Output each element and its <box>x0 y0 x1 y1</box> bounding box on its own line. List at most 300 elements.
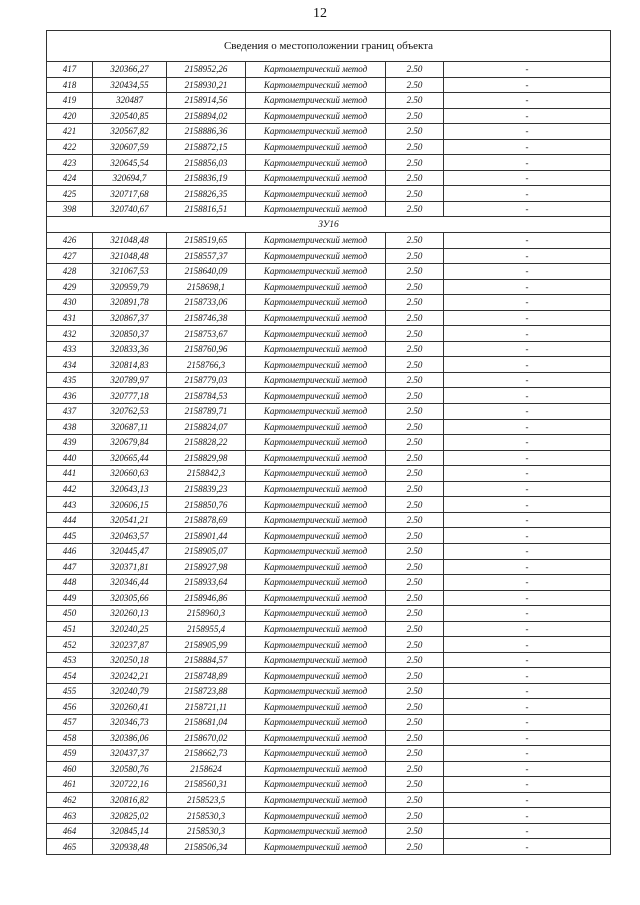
table-row <box>47 808 611 824</box>
coord-x: 320237,87 <box>93 637 167 653</box>
method: Картометрический метод <box>246 730 386 746</box>
coord-y: 2158784,53 <box>167 388 246 404</box>
table-row <box>47 652 611 668</box>
point-number: 456 <box>47 699 93 715</box>
table-row <box>47 264 611 280</box>
method: Картометрический метод <box>246 155 386 171</box>
point-number: 427 <box>47 248 93 264</box>
table-row <box>47 683 611 699</box>
coord-y: 2158826,35 <box>167 186 246 202</box>
accuracy: 2.50 <box>386 201 444 217</box>
table-row <box>47 606 611 622</box>
table-row <box>47 248 611 264</box>
point-number: 440 <box>47 450 93 466</box>
coord-x: 320814,83 <box>93 357 167 373</box>
coord-x: 321048,48 <box>93 248 167 264</box>
coord-y: 2158946,86 <box>167 590 246 606</box>
description: - <box>444 372 611 388</box>
method: Картометрический метод <box>246 435 386 451</box>
accuracy: 2.50 <box>386 761 444 777</box>
boundary-coordinates-table <box>46 30 611 855</box>
point-number: 423 <box>47 155 93 171</box>
coord-y: 2158927,98 <box>167 559 246 575</box>
coord-y: 2158698,1 <box>167 279 246 295</box>
accuracy: 2.50 <box>386 512 444 528</box>
description: - <box>444 388 611 404</box>
description: - <box>444 295 611 311</box>
description: - <box>444 808 611 824</box>
method: Картометрический метод <box>246 139 386 155</box>
description: - <box>444 124 611 140</box>
table-row <box>47 746 611 762</box>
method: Картометрический метод <box>246 699 386 715</box>
method: Картометрический метод <box>246 77 386 93</box>
method: Картометрический метод <box>246 388 386 404</box>
method: Картометрический метод <box>246 279 386 295</box>
table-row <box>47 295 611 311</box>
description: - <box>444 264 611 280</box>
coord-y: 2158839,23 <box>167 481 246 497</box>
accuracy: 2.50 <box>386 404 444 420</box>
table-row <box>47 186 611 202</box>
point-number: 425 <box>47 186 93 202</box>
point-number: 418 <box>47 77 93 93</box>
accuracy: 2.50 <box>386 93 444 109</box>
table-row <box>47 450 611 466</box>
description: - <box>444 606 611 622</box>
table-row <box>47 326 611 342</box>
table-row <box>47 621 611 637</box>
method: Картометрический метод <box>246 108 386 124</box>
table-title-row <box>47 31 611 62</box>
accuracy: 2.50 <box>386 497 444 513</box>
table-row <box>47 372 611 388</box>
coord-x: 320722,16 <box>93 777 167 793</box>
coord-x: 320346,44 <box>93 575 167 591</box>
accuracy: 2.50 <box>386 637 444 653</box>
accuracy: 2.50 <box>386 170 444 186</box>
coord-x: 320660,63 <box>93 466 167 482</box>
point-number: 445 <box>47 528 93 544</box>
coord-x: 320643,13 <box>93 481 167 497</box>
coord-y: 2158721,11 <box>167 699 246 715</box>
description: - <box>444 512 611 528</box>
accuracy: 2.50 <box>386 372 444 388</box>
coord-x: 320260,41 <box>93 699 167 715</box>
method: Картометрический метод <box>246 668 386 684</box>
description: - <box>444 419 611 435</box>
coord-y: 2158878,69 <box>167 512 246 528</box>
coord-x: 320541,21 <box>93 512 167 528</box>
method: Картометрический метод <box>246 575 386 591</box>
description: - <box>444 761 611 777</box>
description: - <box>444 404 611 420</box>
point-number: 453 <box>47 652 93 668</box>
coord-y: 2158530,3 <box>167 823 246 839</box>
coord-x: 320463,57 <box>93 528 167 544</box>
point-number: 426 <box>47 233 93 249</box>
coord-x: 320540,85 <box>93 108 167 124</box>
point-number: 442 <box>47 481 93 497</box>
coord-x: 320938,48 <box>93 839 167 855</box>
table-row <box>47 777 611 793</box>
description: - <box>444 466 611 482</box>
accuracy: 2.50 <box>386 466 444 482</box>
coord-y: 2158557,37 <box>167 248 246 264</box>
table-row <box>47 559 611 575</box>
accuracy: 2.50 <box>386 481 444 497</box>
method: Картометрический метод <box>246 62 386 78</box>
accuracy: 2.50 <box>386 823 444 839</box>
point-number: 444 <box>47 512 93 528</box>
table-row <box>47 839 611 855</box>
method: Картометрический метод <box>246 481 386 497</box>
description: - <box>444 637 611 653</box>
coord-x: 320694,7 <box>93 170 167 186</box>
point-number: 443 <box>47 497 93 513</box>
coord-y: 2158960,3 <box>167 606 246 622</box>
method: Картометрический метод <box>246 839 386 855</box>
coord-y: 2158733,06 <box>167 295 246 311</box>
method: Картометрический метод <box>246 746 386 762</box>
description: - <box>444 186 611 202</box>
coord-y: 2158519,65 <box>167 233 246 249</box>
coord-y: 2158816,51 <box>167 201 246 217</box>
description: - <box>444 233 611 249</box>
coord-x: 320580,76 <box>93 761 167 777</box>
point-number: 455 <box>47 683 93 699</box>
coord-x: 320445,47 <box>93 543 167 559</box>
description: - <box>444 699 611 715</box>
coord-y: 2158779,03 <box>167 372 246 388</box>
description: - <box>444 777 611 793</box>
table-row <box>47 124 611 140</box>
point-number: 433 <box>47 341 93 357</box>
description: - <box>444 823 611 839</box>
table-row <box>47 388 611 404</box>
description: - <box>444 201 611 217</box>
coord-x: 320816,82 <box>93 792 167 808</box>
table-row <box>47 419 611 435</box>
accuracy: 2.50 <box>386 528 444 544</box>
coord-y: 2158506,34 <box>167 839 246 855</box>
accuracy: 2.50 <box>386 559 444 575</box>
accuracy: 2.50 <box>386 683 444 699</box>
method: Картометрический метод <box>246 621 386 637</box>
coord-y: 2158952,26 <box>167 62 246 78</box>
point-number: 431 <box>47 310 93 326</box>
method: Картометрический метод <box>246 466 386 482</box>
method: Картометрический метод <box>246 419 386 435</box>
coord-x: 320386,06 <box>93 730 167 746</box>
page-number: 12 <box>313 6 327 21</box>
table-row <box>47 590 611 606</box>
table-row <box>47 139 611 155</box>
point-number: 398 <box>47 201 93 217</box>
method: Картометрический метод <box>246 372 386 388</box>
coord-y: 2158856,03 <box>167 155 246 171</box>
coord-y: 2158624 <box>167 761 246 777</box>
coord-x: 320250,18 <box>93 652 167 668</box>
coord-x: 321067,53 <box>93 264 167 280</box>
point-number: 447 <box>47 559 93 575</box>
accuracy: 2.50 <box>386 621 444 637</box>
accuracy: 2.50 <box>386 714 444 730</box>
section-row <box>47 217 611 233</box>
description: - <box>444 481 611 497</box>
accuracy: 2.50 <box>386 326 444 342</box>
table-row <box>47 637 611 653</box>
coord-y: 2158886,36 <box>167 124 246 140</box>
accuracy: 2.50 <box>386 341 444 357</box>
accuracy: 2.50 <box>386 279 444 295</box>
table-row <box>47 201 611 217</box>
accuracy: 2.50 <box>386 139 444 155</box>
accuracy: 2.50 <box>386 543 444 559</box>
method: Картометрический метод <box>246 357 386 373</box>
coord-y: 2158766,3 <box>167 357 246 373</box>
method: Картометрический метод <box>246 93 386 109</box>
accuracy: 2.50 <box>386 668 444 684</box>
point-number: 449 <box>47 590 93 606</box>
coord-x: 320366,27 <box>93 62 167 78</box>
description: - <box>444 714 611 730</box>
method: Картометрический метод <box>246 559 386 575</box>
point-number: 464 <box>47 823 93 839</box>
point-number: 421 <box>47 124 93 140</box>
coord-x: 320240,79 <box>93 683 167 699</box>
description: - <box>444 435 611 451</box>
coord-y: 2158894,02 <box>167 108 246 124</box>
coord-x: 320242,21 <box>93 668 167 684</box>
accuracy: 2.50 <box>386 792 444 808</box>
accuracy: 2.50 <box>386 155 444 171</box>
coord-y: 2158789,71 <box>167 404 246 420</box>
description: - <box>444 543 611 559</box>
point-number: 432 <box>47 326 93 342</box>
coord-x: 320687,11 <box>93 419 167 435</box>
point-number: 441 <box>47 466 93 482</box>
coord-x: 321048,48 <box>93 233 167 249</box>
coord-x: 320845,14 <box>93 823 167 839</box>
coord-y: 2158670,02 <box>167 730 246 746</box>
method: Картометрический метод <box>246 310 386 326</box>
accuracy: 2.50 <box>386 77 444 93</box>
accuracy: 2.50 <box>386 746 444 762</box>
coord-y: 2158829,98 <box>167 450 246 466</box>
description: - <box>444 326 611 342</box>
point-number: 429 <box>47 279 93 295</box>
method: Картометрический метод <box>246 528 386 544</box>
point-number: 459 <box>47 746 93 762</box>
table-row <box>47 341 611 357</box>
table-row <box>47 497 611 513</box>
coord-x: 320240,25 <box>93 621 167 637</box>
point-number: 457 <box>47 714 93 730</box>
table-row <box>47 108 611 124</box>
coord-x: 320606,15 <box>93 497 167 513</box>
table-row <box>47 435 611 451</box>
method: Картометрический метод <box>246 543 386 559</box>
accuracy: 2.50 <box>386 606 444 622</box>
coord-x: 320850,37 <box>93 326 167 342</box>
method: Картометрический метод <box>246 792 386 808</box>
coord-y: 2158640,09 <box>167 264 246 280</box>
table-row <box>47 730 611 746</box>
point-number: 422 <box>47 139 93 155</box>
coord-y: 2158905,99 <box>167 637 246 653</box>
accuracy: 2.50 <box>386 264 444 280</box>
method: Картометрический метод <box>246 264 386 280</box>
coord-y: 2158753,67 <box>167 326 246 342</box>
description: - <box>444 77 611 93</box>
point-number: 424 <box>47 170 93 186</box>
accuracy: 2.50 <box>386 590 444 606</box>
accuracy: 2.50 <box>386 777 444 793</box>
coord-y: 2158955,4 <box>167 621 246 637</box>
coord-y: 2158872,15 <box>167 139 246 155</box>
point-number: 465 <box>47 839 93 855</box>
method: Картометрический метод <box>246 404 386 420</box>
description: - <box>444 668 611 684</box>
table-row <box>47 714 611 730</box>
point-number: 446 <box>47 543 93 559</box>
coord-y: 2158560,31 <box>167 777 246 793</box>
table-row <box>47 62 611 78</box>
method: Картометрический метод <box>246 714 386 730</box>
coord-y: 2158901,44 <box>167 528 246 544</box>
point-number: 437 <box>47 404 93 420</box>
coord-y: 2158930,21 <box>167 77 246 93</box>
point-number: 434 <box>47 357 93 373</box>
description: - <box>444 652 611 668</box>
method: Картометрический метод <box>246 341 386 357</box>
point-number: 463 <box>47 808 93 824</box>
method: Картометрический метод <box>246 450 386 466</box>
description: - <box>444 279 611 295</box>
coord-y: 2158723,88 <box>167 683 246 699</box>
coord-y: 2158828,22 <box>167 435 246 451</box>
method: Картометрический метод <box>246 761 386 777</box>
accuracy: 2.50 <box>386 652 444 668</box>
table-row <box>47 77 611 93</box>
point-number: 460 <box>47 761 93 777</box>
description: - <box>444 62 611 78</box>
method: Картометрический метод <box>246 124 386 140</box>
point-number: 430 <box>47 295 93 311</box>
point-number: 438 <box>47 419 93 435</box>
table-row <box>47 233 611 249</box>
table-row <box>47 466 611 482</box>
table-row <box>47 575 611 591</box>
method: Картометрический метод <box>246 326 386 342</box>
method: Картометрический метод <box>246 606 386 622</box>
accuracy: 2.50 <box>386 808 444 824</box>
coord-x: 320789,97 <box>93 372 167 388</box>
description: - <box>444 108 611 124</box>
description: - <box>444 155 611 171</box>
coord-x: 320762,53 <box>93 404 167 420</box>
coord-y: 2158824,07 <box>167 419 246 435</box>
table-row <box>47 699 611 715</box>
method: Картометрический метод <box>246 497 386 513</box>
description: - <box>444 528 611 544</box>
description: - <box>444 93 611 109</box>
description: - <box>444 450 611 466</box>
accuracy: 2.50 <box>386 186 444 202</box>
table-row <box>47 357 611 373</box>
coord-x: 320717,68 <box>93 186 167 202</box>
accuracy: 2.50 <box>386 450 444 466</box>
coord-x: 320959,79 <box>93 279 167 295</box>
method: Картометрический метод <box>246 201 386 217</box>
description: - <box>444 792 611 808</box>
point-number: 428 <box>47 264 93 280</box>
point-number: 439 <box>47 435 93 451</box>
table-row <box>47 512 611 528</box>
point-number: 436 <box>47 388 93 404</box>
accuracy: 2.50 <box>386 124 444 140</box>
method: Картометрический метод <box>246 248 386 264</box>
coord-y: 2158836,19 <box>167 170 246 186</box>
coord-x: 320867,37 <box>93 310 167 326</box>
table-row <box>47 823 611 839</box>
coord-x: 320371,81 <box>93 559 167 575</box>
method: Картометрический метод <box>246 186 386 202</box>
coord-x: 320607,59 <box>93 139 167 155</box>
coord-y: 2158884,57 <box>167 652 246 668</box>
coord-x: 320825,02 <box>93 808 167 824</box>
coord-y: 2158914,56 <box>167 93 246 109</box>
point-number: 458 <box>47 730 93 746</box>
method: Картометрический метод <box>246 590 386 606</box>
point-number: 450 <box>47 606 93 622</box>
method: Картометрический метод <box>246 170 386 186</box>
coord-y: 2158905,07 <box>167 543 246 559</box>
coord-y: 2158933,64 <box>167 575 246 591</box>
method: Картометрический метод <box>246 637 386 653</box>
coord-x: 320260,13 <box>93 606 167 622</box>
point-number: 454 <box>47 668 93 684</box>
accuracy: 2.50 <box>386 310 444 326</box>
method: Картометрический метод <box>246 823 386 839</box>
point-number: 461 <box>47 777 93 793</box>
method: Картометрический метод <box>246 512 386 528</box>
table-row <box>47 279 611 295</box>
accuracy: 2.50 <box>386 295 444 311</box>
description: - <box>444 575 611 591</box>
coord-x: 320740,67 <box>93 201 167 217</box>
accuracy: 2.50 <box>386 435 444 451</box>
coord-y: 2158850,76 <box>167 497 246 513</box>
description: - <box>444 559 611 575</box>
coord-x: 320487 <box>93 93 167 109</box>
accuracy: 2.50 <box>386 62 444 78</box>
table-row <box>47 170 611 186</box>
description: - <box>444 357 611 373</box>
point-number: 417 <box>47 62 93 78</box>
accuracy: 2.50 <box>386 730 444 746</box>
description: - <box>444 746 611 762</box>
coord-x: 320645,54 <box>93 155 167 171</box>
description: - <box>444 170 611 186</box>
description: - <box>444 248 611 264</box>
table-row <box>47 528 611 544</box>
coord-x: 320437,37 <box>93 746 167 762</box>
point-number: 452 <box>47 637 93 653</box>
coord-y: 2158681,04 <box>167 714 246 730</box>
table-row <box>47 481 611 497</box>
